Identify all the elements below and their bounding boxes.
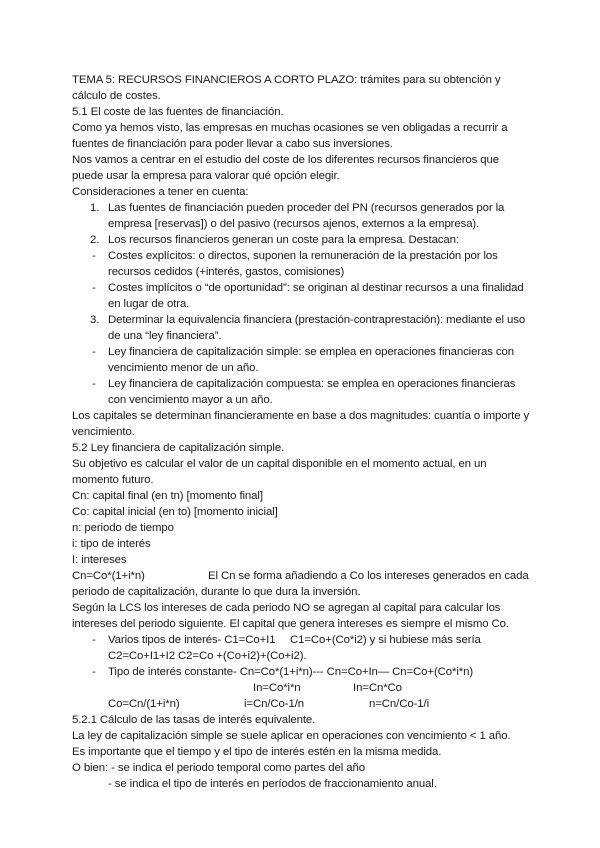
paragraph-6-line-1: La ley de capitalización simple se suele aplicar en operaciones con vencimiento < 1 año.: [72, 730, 511, 742]
derived-formula-n: n=Cn/Co-1/i: [369, 698, 429, 710]
paragraph-3-line-2: vencimiento.: [72, 426, 135, 438]
constant-rate-interest-a: In=Co*i*n: [253, 682, 301, 694]
dash-bullet: -: [92, 634, 96, 646]
formula-description-line-2: periodo de capitalización, durante lo que dura la inversión.: [72, 586, 361, 598]
paragraph-2-line-2: puede usar la empresa para valorar qué opción elegir.: [72, 170, 340, 182]
dash-item-2-line-2: en lugar de otra.: [108, 298, 190, 310]
definition-n: n: periodo de tiempo: [72, 522, 174, 534]
dash-bullet: -: [92, 666, 96, 678]
dash-bullet: -: [92, 282, 96, 294]
paragraph-5-line-1: Según la LCS los intereses de cada periodo NO se agregan al capital para calcular los: [72, 602, 501, 614]
dash-item-1-line-1: Costes explícitos: o directos, suponen la remuneración de la prestación por los: [108, 250, 498, 262]
list-item-1-line-2: empresa [reservas]) o del pasivo (recursos ajenos, externos a la empresa).: [108, 218, 480, 230]
derived-formula-co: Co=Cn/(1+i*n): [108, 698, 180, 710]
definition-co: Co: capital inicial (en to) [momento inicial]: [72, 506, 278, 518]
paragraph-4-line-1: Su objetivo es calcular el valor de un capital disponible en el momento actual, en un: [72, 458, 487, 470]
derived-formula-i: i=Cn/Co-1/n: [244, 698, 304, 710]
considerations-heading: Consideraciones a tener en cuenta:: [72, 186, 249, 198]
list-item-3-line-1: Determinar la equivalencia financiera (prestación-contraprestación): mediante el uso: [108, 314, 526, 326]
section-5-1-heading: 5.1 El coste de las fuentes de financiación.: [72, 106, 284, 118]
option-line-2: - se indica el tipo de interés en períodos de fraccionamiento anual.: [108, 778, 437, 790]
paragraph-1-line-1: Como ya hemos visto, las empresas en muchas ocasiones se ven obligadas a recurrir a: [72, 122, 508, 134]
paragraph-6-line-2: Es importante que el tiempo y el tipo de interés estén en la misma medida.: [72, 746, 442, 758]
paragraph-3-line-1: Los capitales se determinan financieramente en base a dos magnitudes: cuantía o importe y: [72, 410, 530, 422]
variable-rate-line-1a: Varios tipos de interés- C1=Co+I1: [108, 634, 276, 646]
paragraph-5-line-2: intereses del periodo siguiente. El capital que genera intereses es siempre el mismo Co.: [72, 618, 509, 630]
paragraph-4-line-2: momento futuro.: [72, 474, 154, 486]
list-item-1-line-1: Las fuentes de financiación pueden proceder del PN (recursos generados por la: [108, 202, 505, 214]
list-number-2: 2.: [90, 234, 100, 246]
paragraph-2-line-1: Nos vamos a centrar en el estudio del coste de los diferentes recursos financieros que: [72, 154, 500, 166]
dash-item-1-line-2: recursos cedidos (+interés, gastos, comisiones): [108, 266, 345, 278]
dash-bullet: -: [92, 378, 96, 390]
dash-item-3-line-1: Ley financiera de capitalización simple: se emplea en operaciones financieras con: [108, 346, 515, 358]
section-5-2-heading: 5.2 Ley financiera de capitalización simple.: [72, 442, 285, 454]
title-line-2: cálculo de costes.: [72, 90, 161, 102]
dash-bullet: -: [92, 346, 96, 358]
formula-cn: Cn=Co*(1+i*n): [72, 570, 145, 582]
dash-item-4-line-1: Ley financiera de capitalización compuesta: se emplea en operaciones financieras: [108, 378, 516, 390]
constant-rate-line-1: Tipo de interés constante- Cn=Co*(1+i*n)--- Cn=Co+In— Cn=Co+(Co*i*n): [108, 666, 474, 678]
list-number-3: 3.: [90, 314, 100, 326]
constant-rate-interest-b: In=Cn*Co: [353, 682, 402, 694]
definition-interest: I: intereses: [72, 554, 127, 566]
title-line-1: TEMA 5: RECURSOS FINANCIEROS A CORTO PLAZO: trámites para su obtención y: [72, 74, 501, 86]
list-item-2: Los recursos financieros generan un coste para la empresa. Destacan:: [108, 234, 459, 246]
option-line-1: O bien: - se indica el periodo temporal como partes del año: [72, 762, 365, 774]
variable-rate-line-2: C2=Co+I1+I2 C2=Co +(Co+i2)+(Co+i2).: [108, 650, 307, 662]
dash-item-2-line-1: Costes implícitos o “de oportunidad”: se originan al destinar recursos a una finalidad: [108, 282, 524, 294]
paragraph-1-line-2: fuentes de financiación para poder llevar a cabo sus inversiones.: [72, 138, 393, 150]
formula-description-line-1: El Cn se forma añadiendo a Co los intereses generados en cada: [208, 570, 529, 582]
list-number-1: 1.: [90, 202, 100, 214]
dash-item-3-line-2: vencimiento menor de un año.: [108, 362, 259, 374]
definition-cn: Cn: capital final (en tn) [momento final]: [72, 490, 263, 502]
dash-item-4-line-2: con vencimiento mayor a un año.: [108, 394, 273, 406]
list-item-3-line-2: de una “ley financiera”.: [108, 330, 222, 342]
dash-bullet: -: [92, 250, 96, 262]
definition-i: i: tipo de interés: [72, 538, 151, 550]
variable-rate-line-1b: C1=Co+(Co*i2) y si hubiese más sería: [290, 634, 481, 646]
section-5-2-1-heading: 5.2.1 Cálculo de las tasas de interés equivalente.: [72, 714, 316, 726]
